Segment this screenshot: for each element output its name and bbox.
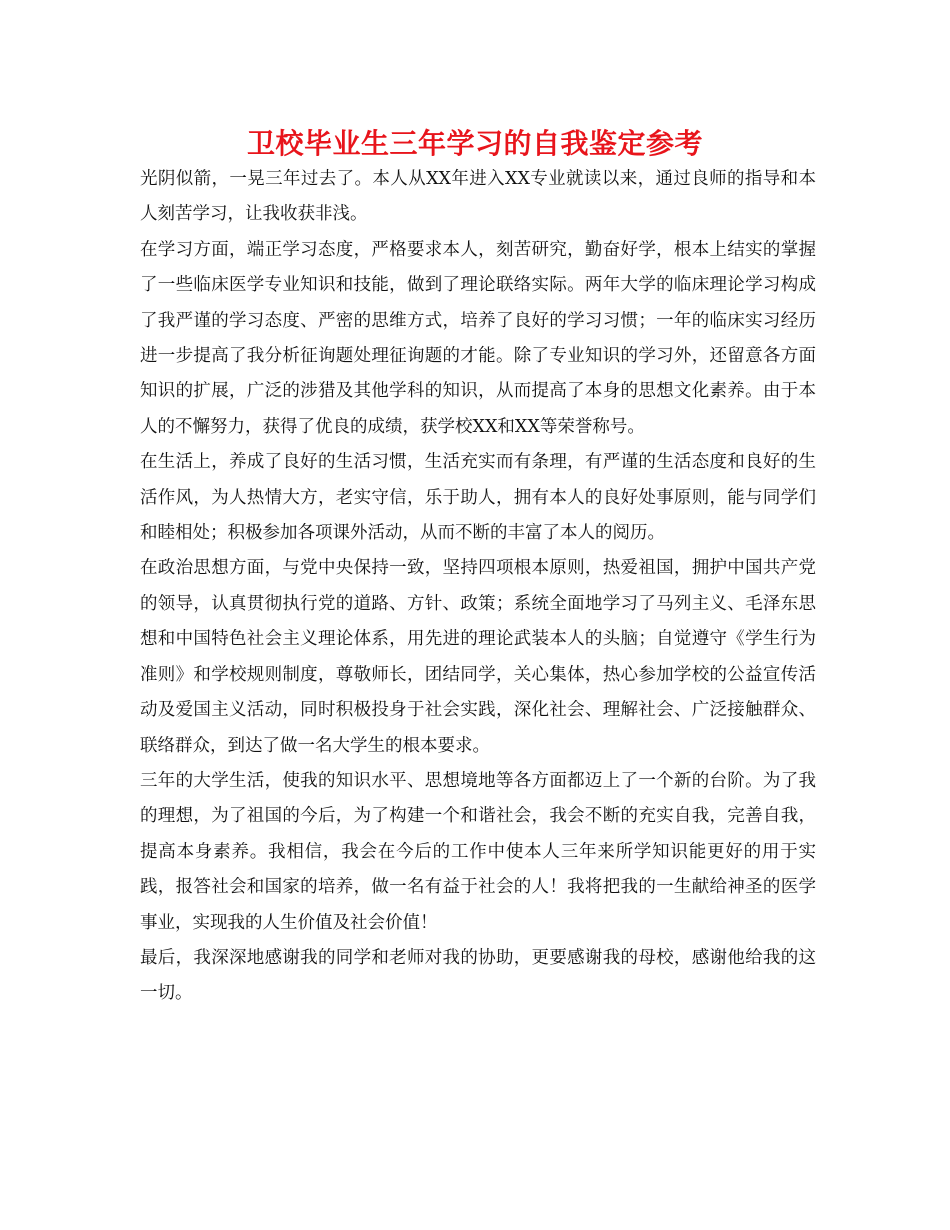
document-body <box>140 162 816 1012</box>
paragraph-life: 在生活上，养成了良好的生活习惯，生活充实而有条理，有严谨的生活态度和良好的生活作风，为人热情大方，老实守信，乐于助人，拥有本人的良好处事原则，能与同学们和睦相处；积极参加各项课外活动，从而不断的丰富了本人的阅历。 <box>140 452 816 544</box>
paragraph-study: 在学习方面，端正学习态度，严格要求本人，刻苦研究，勤奋好学，根本上结实的掌握了一些临床医学专业知识和技能，做到了理论联络实际。两年大学的临床理论学习构成了我严谨的学习态度、严密的思维方式，培养了良好的学习习惯；一年的临床实习经历进一步提高了我分析征询题处理征询题的才能。除了专业知识的学习外，还留意各方面知识的扩展，广泛的涉猎及其他学科的知识，从而提高了本身的思想文化素养。由于本人的不懈努力，获得了优良的成绩，获学校XX和XX等荣誉称号。 <box>140 239 816 437</box>
paragraph-future: 三年的大学生活，使我的知识水平、思想境地等各方面都迈上了一个新的台阶。为了我的理想，为了祖国的今后，为了构建一个和谐社会，我会不断的充实自我，完善自我，提高本身素养。我相信，我会在今后的工作中使本人三年来所学知识能更好的用于实践，报答社会和国家的培养，做一名有益于社会的人！我将把我的一生献给神圣的医学事业，实现我的人生价值及社会价值！ <box>140 770 816 933</box>
paragraph-thanks: 最后，我深深地感谢我的同学和老师对我的协助，更要感谢我的母校，感谢他给我的这一切。 <box>140 947 816 1004</box>
paragraph-politics: 在政治思想方面，与党中央保持一致，坚持四项根本原则，热爱祖国，拥护中国共产党的领导，认真贯彻执行党的道路、方针、政策；系统全面地学习了马列主义、毛泽东思想和中国特色社会主义理论体系，用先进的理论武装本人的头脑；自觉遵守《学生行为准则》和学校规则制度，尊敬师长，团结同学，关心集体，热心参加学校的公益宣传活动及爱国主义活动，同时积极投身于社会实践，深化社会、理解社会、广泛接触群众、联络群众，到达了做一名大学生的根本要求。 <box>140 558 816 756</box>
paragraph-intro: 光阴似箭，一晃三年过去了。本人从XX年进入XX专业就读以来，通过良师的指导和本人刻苦学习，让我收获非浅。 <box>140 169 816 225</box>
document-title: 卫校毕业生三年学习的自我鉴定参考 <box>246 127 703 160</box>
